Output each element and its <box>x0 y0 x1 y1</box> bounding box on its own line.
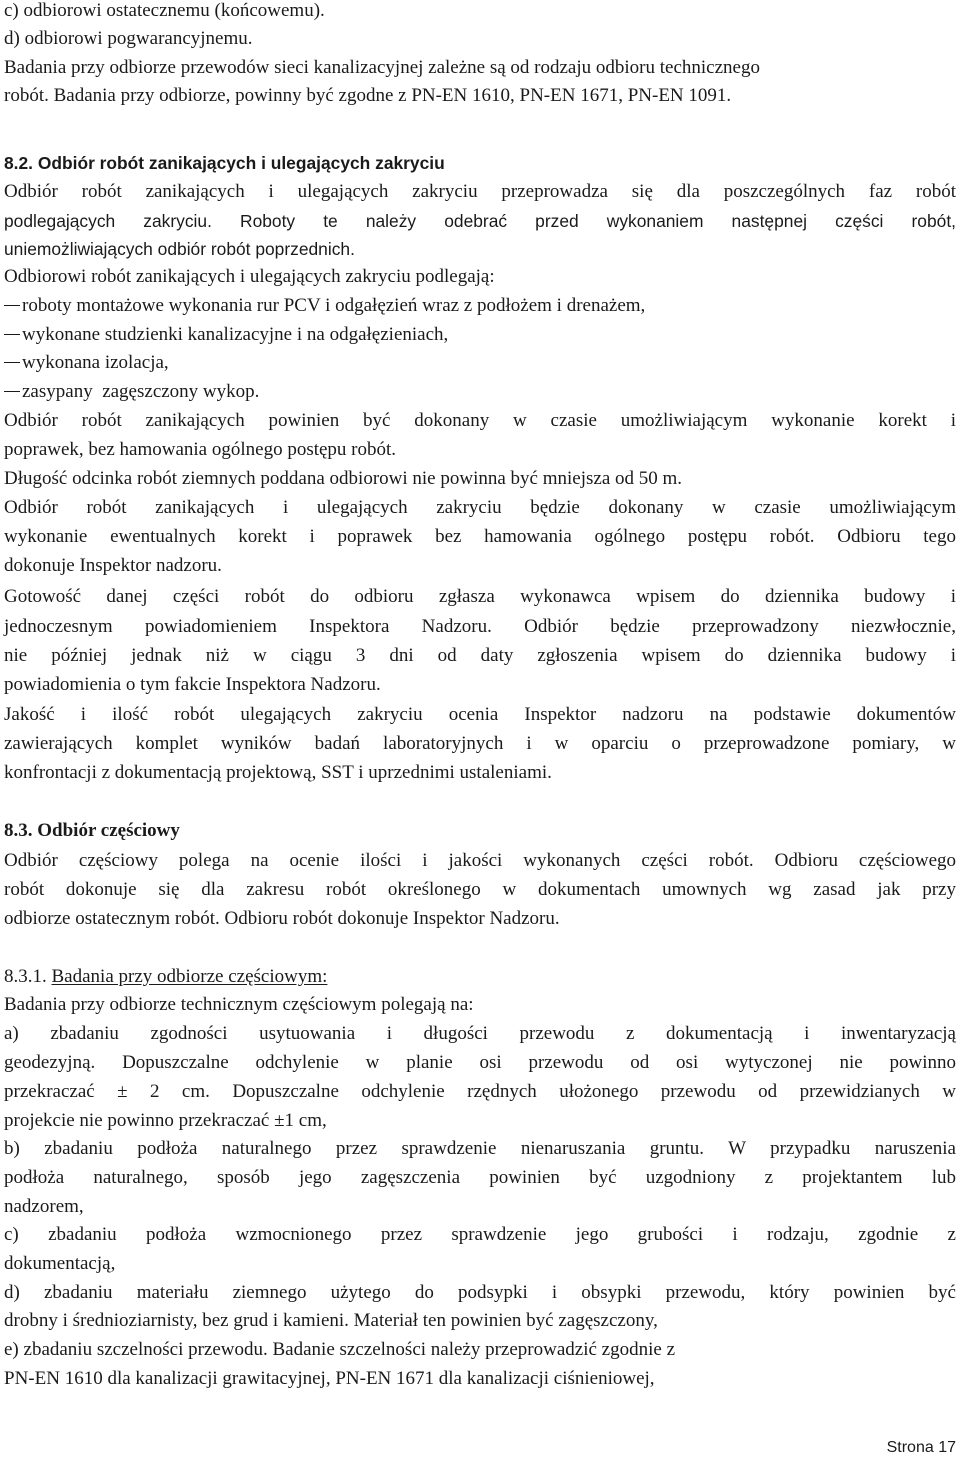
text-line: nadzorem, <box>4 1196 84 1217</box>
list-item: roboty montażowe wykonania rur PCV i odgałęzień wraz z podłożem i drenażem, <box>4 295 645 317</box>
page-number: Strona 17 <box>886 1439 956 1456</box>
text-line: d) zbadaniu materiału ziemnego użytego do podsypki i obsypki przewodu, który powinien być <box>4 1282 956 1303</box>
text-line: podłoża naturalnego, sposób jego zagęszczenia powinien być uzgodniony z projektantem lub <box>4 1167 956 1188</box>
text-line: c) odbiorowi ostatecznemu (końcowemu). <box>4 0 325 21</box>
dash-bullet-icon <box>4 391 20 392</box>
text-line: Badania przy odbiorze przewodów sieci kanalizacyjnej zależne są od rodzaju odbioru technicznego <box>4 57 760 78</box>
text-line: d) odbiorowi pogwarancyjnemu. <box>4 28 253 49</box>
text-line: e) zbadaniu szczelności przewodu. Badanie szczelności należy przeprowadzić zgodnie z <box>4 1339 676 1360</box>
text-line: nie później jednak niż w ciągu 3 dni od daty zgłoszenia wpisem do dziennika budowy i <box>4 645 956 666</box>
text-line: b) zbadaniu podłoża naturalnego przez sprawdzenie nienaruszania gruntu. W przypadku naruszenia <box>4 1138 956 1159</box>
list-item: wykonana izolacja, <box>4 352 169 374</box>
section-heading-8-3-1: 8.3.1. Badania przy odbiorze częściowym: <box>4 966 328 987</box>
text-line: drobny i średnioziarnisty, bez grud i kamieni. Materiał ten powinien być zagęszczony, <box>4 1310 658 1331</box>
list-intro: Odbiorowi robót zanikających i ulegających zakryciu podlegają: <box>4 266 495 287</box>
list-item: wykonane studzienki kanalizacyjne i na odgałęzieniach, <box>4 324 448 346</box>
section-heading-8-2: 8.2. Odbiór robót zanikających i ulegających zakryciu <box>4 153 445 173</box>
text-line: Odbiór robót zanikających powinien być dokonany w czasie umożliwiającym wykonanie korekt i <box>4 410 956 431</box>
text-line: PN-EN 1610 dla kanalizacji grawitacyjnej, PN-EN 1671 dla kanalizacji ciśnieniowej, <box>4 1368 655 1389</box>
text-line: odbiorze ostatecznym robót. Odbioru robót dokonuje Inspektor Nadzoru. <box>4 908 560 929</box>
dash-bullet-icon <box>4 305 20 306</box>
text-line: Odbiór robót zanikających i ulegających zakryciu przeprowadza się dla poszczególnych faz robót <box>4 181 956 202</box>
text-line: dokumentacją, <box>4 1253 116 1274</box>
text-line: Długość odcinka robót ziemnych poddana odbiorowi nie powinna być mniejsza od 50 m. <box>4 468 683 489</box>
text-line: poprawek, bez hamowania ogólnego postępu robót. <box>4 439 397 460</box>
text-line: robót. Badania przy odbiorze, powinny być zgodne z PN-EN 1610, PN-EN 1671, PN-EN 1091. <box>4 85 732 106</box>
text-line: Odbiór częściowy polega na ocenie ilości i jakości wykonanych części robót. Odbioru częściowego <box>4 850 956 871</box>
text-line: robót dokonuje się dla zakresu robót określonego w dokumentach umownych wg zasad jak przy <box>4 879 956 900</box>
text-line: podlegających zakryciu. Roboty te należy odebrać przed wykonaniem następnej części robót, <box>4 211 956 231</box>
text-line: projekcie nie powinno przekraczać ±1 cm, <box>4 1110 327 1131</box>
text-line: Odbiór robót zanikających i ulegających zakryciu będzie dokonany w czasie umożliwiającym <box>4 497 956 518</box>
text-line: Jakość i ilość robót ulegających zakryciu ocenia Inspektor nadzoru na podstawie dokumentów <box>4 704 956 725</box>
section-heading-8-3: 8.3. Odbiór częściowy <box>4 820 180 841</box>
text-line: c) zbadaniu podłoża wzmocnionego przez sprawdzenie jego grubości i rodzaju, zgodnie z <box>4 1224 956 1245</box>
text-line: Gotowość danej części robót do odbioru zgłasza wykonawca wpisem do dziennika budowy i <box>4 586 956 607</box>
text-line: przekraczać ± 2 cm. Dopuszczalne odchylenie rzędnych ułożonego przewodu od przewidzianych w <box>4 1081 956 1102</box>
text-line: a) zbadaniu zgodności usytuowania i długości przewodu z dokumentacją i inwentaryzacją <box>4 1023 956 1044</box>
text-line: Badania przy odbiorze technicznym częściowym polegają na: <box>4 994 474 1015</box>
text-line: konfrontacji z dokumentacją projektową, SST i uprzednimi ustaleniami. <box>4 762 552 783</box>
text-line: wykonanie ewentualnych korekt i poprawek bez hamowania ogólnego postępu robót. Odbioru tego <box>4 526 956 547</box>
dash-bullet-icon <box>4 362 20 363</box>
list-item: zasypany zagęszczony wykop. <box>4 381 259 403</box>
text-line: geodezyjną. Dopuszczalne odchylenie w planie osi przewodu od osi wytyczonej nie powinno <box>4 1052 956 1073</box>
dash-bullet-icon <box>4 334 20 335</box>
text-line: powiadomienia o tym fakcie Inspektora Nadzoru. <box>4 674 381 695</box>
text-line: jednoczesnym powiadomieniem Inspektora Nadzoru. Odbiór będzie przeprowadzony niezwłocznie, <box>4 616 956 637</box>
text-line: zawierających komplet wyników badań laboratoryjnych i w oparciu o przeprowadzone pomiary, w <box>4 733 956 754</box>
text-line: uniemożliwiających odbiór robót poprzednich. <box>4 239 355 259</box>
text-line: dokonuje Inspektor nadzoru. <box>4 555 222 576</box>
